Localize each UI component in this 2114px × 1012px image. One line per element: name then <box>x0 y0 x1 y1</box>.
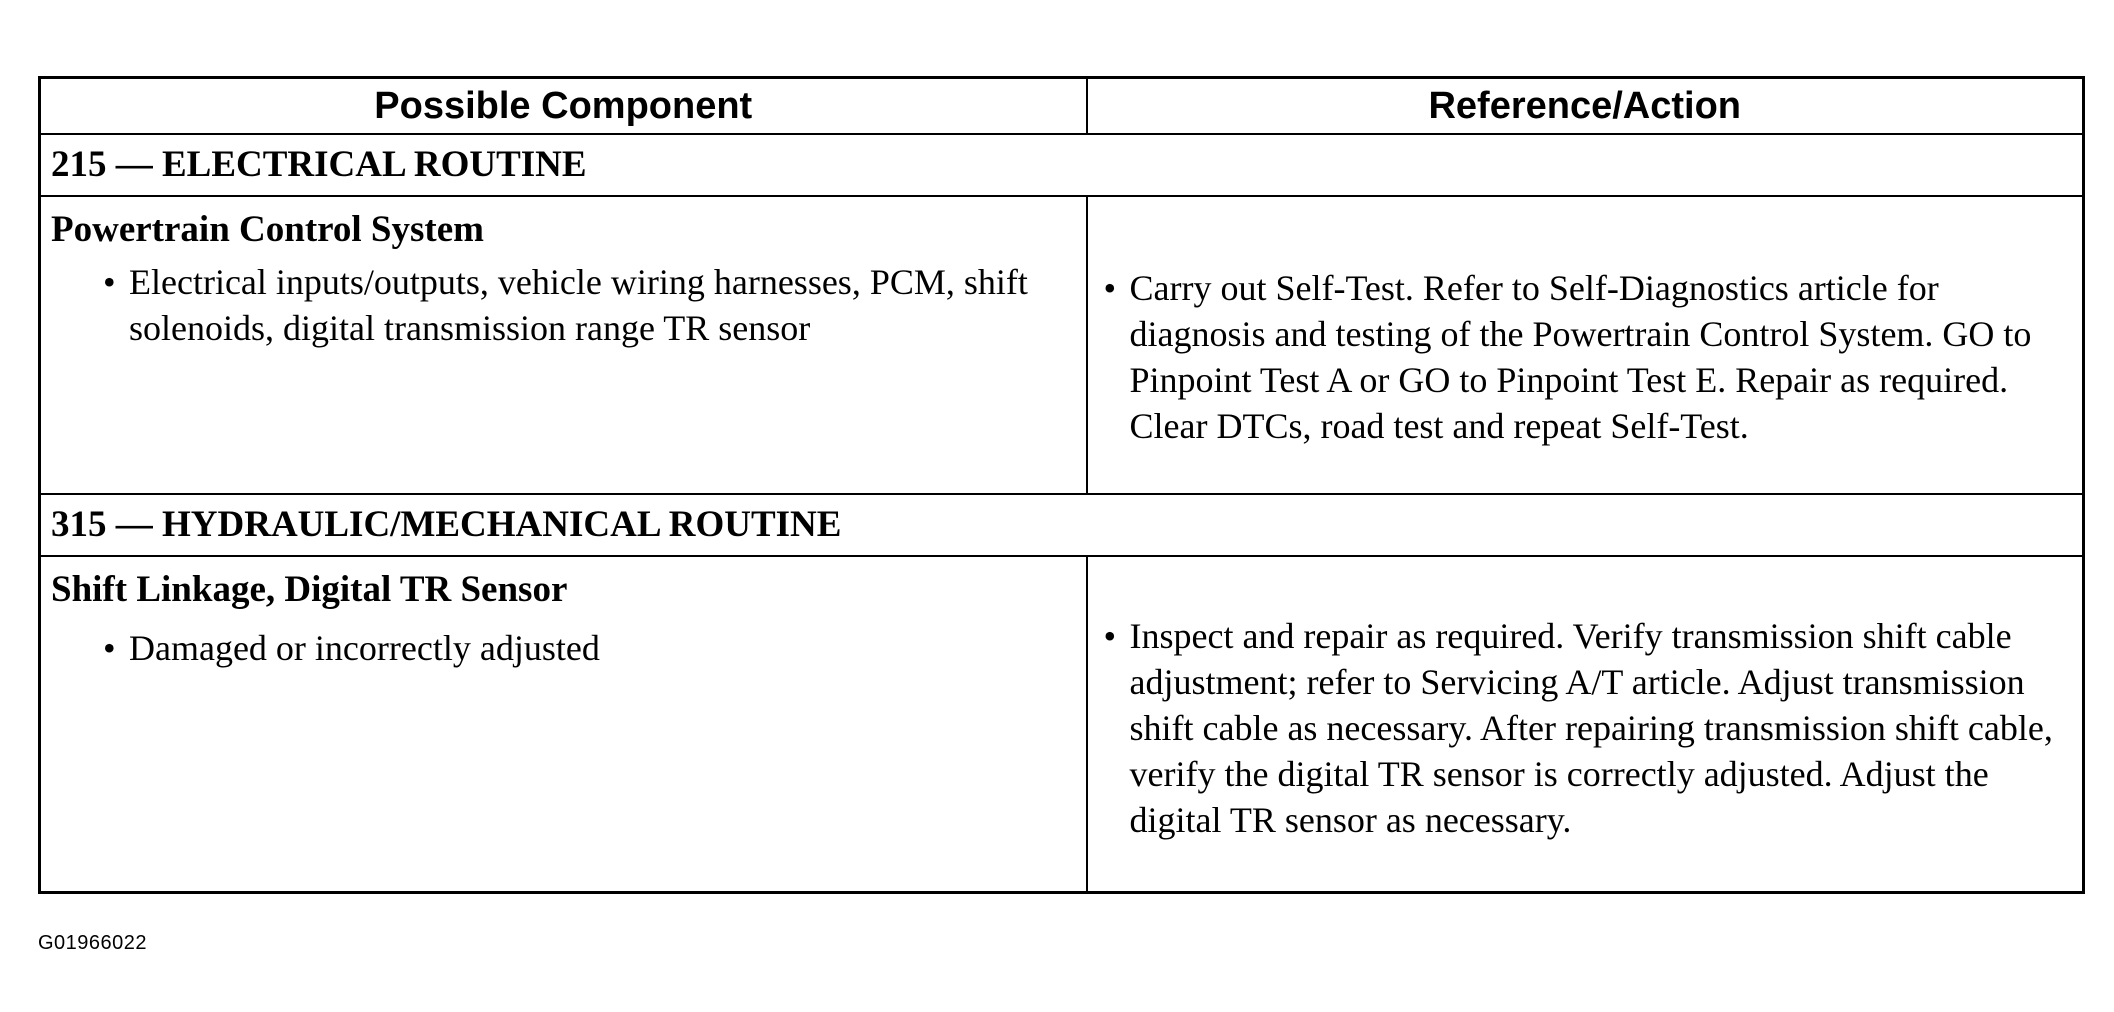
diagnostic-table <box>38 76 2085 894</box>
header-row <box>40 78 2084 135</box>
table-row <box>40 556 2084 893</box>
header-reference-action: Reference/Action <box>1087 78 2084 135</box>
action-text: Carry out Self-Test. Refer to Self-Diagnostics article for diagnosis and testing of the Powertrain Control System. GO to Pinpoint Test A or GO to Pinpoint Test E. Repair as required. Clear DTCs, road test and repeat Self-Test. <box>1129 268 2032 446</box>
bullet-icon: • <box>1103 616 1117 656</box>
bullet-icon: • <box>103 628 116 668</box>
component-detail <box>103 259 1066 351</box>
component-detail <box>103 625 1066 671</box>
section-row-hydraulic <box>40 494 2084 556</box>
action-detail <box>1103 557 2063 843</box>
section-title: 315 — HYDRAULIC/MECHANICAL ROUTINE <box>40 494 2084 556</box>
bullet-icon: • <box>103 262 116 302</box>
component-cell <box>40 556 1087 893</box>
action-cell <box>1087 196 2084 494</box>
header-possible-component: Possible Component <box>40 78 1087 135</box>
component-title: Powertrain Control System <box>51 209 484 250</box>
component-cell <box>40 196 1087 494</box>
action-text: Inspect and repair as required. Verify transmission shift cable adjustment; refer to Servicing A/T article. Adjust transmission shift cable as necessary. After repairing transmission shift cable, verify the digital TR sensor is correctly adjusted. Adjust the digital TR sensor as necessary. <box>1129 616 2053 840</box>
bullet-icon: • <box>1103 268 1117 308</box>
action-detail <box>1103 197 2063 449</box>
action-cell <box>1087 556 2084 893</box>
figure-id: G01966022 <box>38 932 148 954</box>
component-title: Shift Linkage, Digital TR Sensor <box>51 569 568 610</box>
section-row-electrical <box>40 134 2084 196</box>
section-title: 215 — ELECTRICAL ROUTINE <box>40 134 2084 196</box>
table-row <box>40 196 2084 494</box>
component-detail-text: Electrical inputs/outputs, vehicle wiring harnesses, PCM, shift solenoids, digital transmission range TR sensor <box>129 262 1028 348</box>
component-detail-text: Damaged or incorrectly adjusted <box>129 628 600 668</box>
